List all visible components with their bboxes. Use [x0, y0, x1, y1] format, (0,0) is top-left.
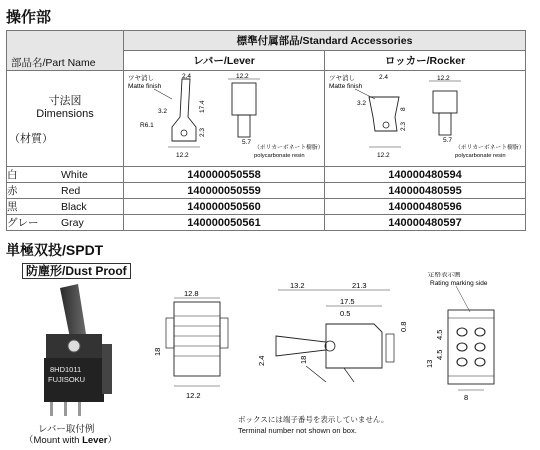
- lever-dim-5-7: 5.7: [242, 139, 252, 146]
- photo-caption: [24, 424, 117, 446]
- dim-8: 8: [464, 393, 469, 402]
- body-marking-model: 8HD1011: [50, 365, 82, 374]
- lever-drawing-cell: [124, 71, 325, 167]
- lever-dim-12-2-bottom: 12.2: [176, 152, 189, 159]
- rocker-drawing-cell: [325, 71, 526, 167]
- terminal-note-jp: ボックスには端子番号を表示していません。: [238, 415, 389, 424]
- lever-dim-3-2: 3.2: [158, 108, 168, 115]
- terminal-note: [238, 414, 388, 436]
- terminal-note-en: Terminal number not shown on box.: [238, 426, 357, 435]
- lever-dim-r6-1: R6.1: [140, 122, 154, 129]
- material-label: （材質）: [9, 132, 53, 145]
- lever-handle: [60, 284, 86, 338]
- rocker-dim-12-2-top: 12.2: [437, 75, 450, 82]
- rocker-column-header: ロッカー/Rocker: [325, 51, 526, 71]
- part-name-label: 部品名/Part Name: [11, 57, 96, 69]
- caption-paren-close: ）: [107, 435, 117, 446]
- color-en: Black: [61, 201, 87, 213]
- color-row-black: [7, 199, 526, 215]
- dust-proof-text: 防塵形/Dust Proof: [22, 263, 131, 279]
- caption-paren-open: （: [24, 435, 34, 446]
- dim-0-5: 0.5: [340, 309, 351, 318]
- rocker-material-en: polycarbonate resin: [455, 153, 506, 159]
- color-jp: 白: [7, 169, 18, 181]
- standard-accessories-header: 標準付属部品/Standard Accessories: [124, 31, 526, 51]
- rocker-finish-jp: ツヤ消し: [329, 75, 355, 82]
- color-jp: グレー: [7, 217, 39, 229]
- dim-17-5: 17.5: [340, 297, 355, 306]
- rocker-dim-8: 8: [400, 107, 407, 111]
- spdt-dimension-drawing: [130, 272, 530, 410]
- rating-side-en: Rating marking side: [430, 280, 488, 287]
- color-en: Gray: [61, 217, 84, 229]
- dimensions-label-cell: [7, 71, 124, 167]
- rocker-dim-2-3: 2.3: [400, 121, 407, 131]
- dim-12-8: 12.8: [184, 289, 199, 298]
- caption-en: Mount with: [33, 435, 83, 446]
- lever-part-number: 140000050561: [124, 215, 325, 231]
- front-view-body: [174, 302, 220, 376]
- lever-dim-12-2-top: 12.2: [236, 73, 249, 80]
- lever-dim-17-4: 17.4: [199, 100, 206, 113]
- lever-part-number: 140000050558: [124, 167, 325, 183]
- caption-en-bold: Lever: [82, 435, 108, 446]
- dim-4-5-lower: 4.5: [435, 349, 444, 360]
- caption-jp: レバー取付例: [38, 424, 95, 435]
- body-marking-brand: FUJISOKU: [48, 375, 86, 384]
- color-row-red: [7, 183, 526, 199]
- rocker-part-number: 140000480596: [325, 199, 526, 215]
- dim-2-4: 2.4: [257, 355, 266, 366]
- lever-part-number: 140000050559: [124, 183, 325, 199]
- rating-side-jp: 定格表示側: [428, 272, 461, 278]
- dimensions-label-en: Dimensions: [36, 107, 94, 120]
- dim-18-side: 18: [299, 355, 308, 364]
- dim-13: 13: [425, 359, 434, 368]
- lever-dim-2-4: 2.4: [182, 73, 192, 80]
- color-row-gray: [7, 215, 526, 231]
- rocker-part-number: 140000480594: [325, 167, 526, 183]
- dim-12-2: 12.2: [186, 391, 201, 400]
- lever-material-en: polycarbonate resin: [254, 153, 305, 159]
- rocker-dim-3-2: 3.2: [357, 100, 367, 107]
- dim-4-5-upper: 4.5: [435, 329, 444, 340]
- dust-proof-label: [22, 262, 131, 279]
- rocker-part-number: 140000480597: [325, 215, 526, 231]
- part-name-header: [7, 31, 124, 71]
- bottom-view-body: [448, 310, 494, 384]
- lever-dim-2-3: 2.3: [199, 127, 206, 137]
- color-jp: 黒: [7, 201, 18, 213]
- rocker-material-jp: （ポリカーボネート樹脂）: [455, 145, 525, 151]
- color-jp: 赤: [7, 185, 18, 197]
- rocker-dim-5-7: 5.7: [443, 137, 453, 144]
- lever-finish-en: Matte finish: [128, 83, 162, 90]
- accessories-table: [6, 30, 526, 231]
- section-title: 操作部: [6, 9, 52, 26]
- spdt-title: 単極双投/SPDT: [6, 242, 104, 258]
- dim-21-3: 21.3: [352, 281, 367, 290]
- rocker-part-number: 140000480595: [325, 183, 526, 199]
- lever-column-header: レバー/Lever: [124, 51, 325, 71]
- rocker-dim-12-2-bottom: 12.2: [377, 152, 390, 159]
- rocker-finish-en: Matte finish: [329, 83, 363, 90]
- dim-0-8: 0.8: [399, 321, 408, 332]
- rocker-dimension-drawing: [325, 71, 525, 163]
- color-en: Red: [61, 185, 81, 197]
- dim-13-2: 13.2: [290, 281, 305, 290]
- rocker-dim-2-4: 2.4: [379, 74, 389, 81]
- dimensions-label-jp: 寸法図: [48, 94, 82, 107]
- lever-material-jp: （ポリカーボネート樹脂）: [254, 145, 324, 151]
- lever-part-number: 140000050560: [124, 199, 325, 215]
- dim-18-front: 18: [153, 347, 162, 356]
- side-view-lever: [276, 336, 326, 356]
- side-view-body: [326, 324, 382, 368]
- color-en: White: [61, 169, 88, 181]
- switch-photo: [20, 282, 130, 422]
- lever-finish-jp: ツヤ消し: [128, 75, 154, 82]
- lever-dimension-drawing: [124, 71, 324, 163]
- color-row-white: [7, 167, 526, 183]
